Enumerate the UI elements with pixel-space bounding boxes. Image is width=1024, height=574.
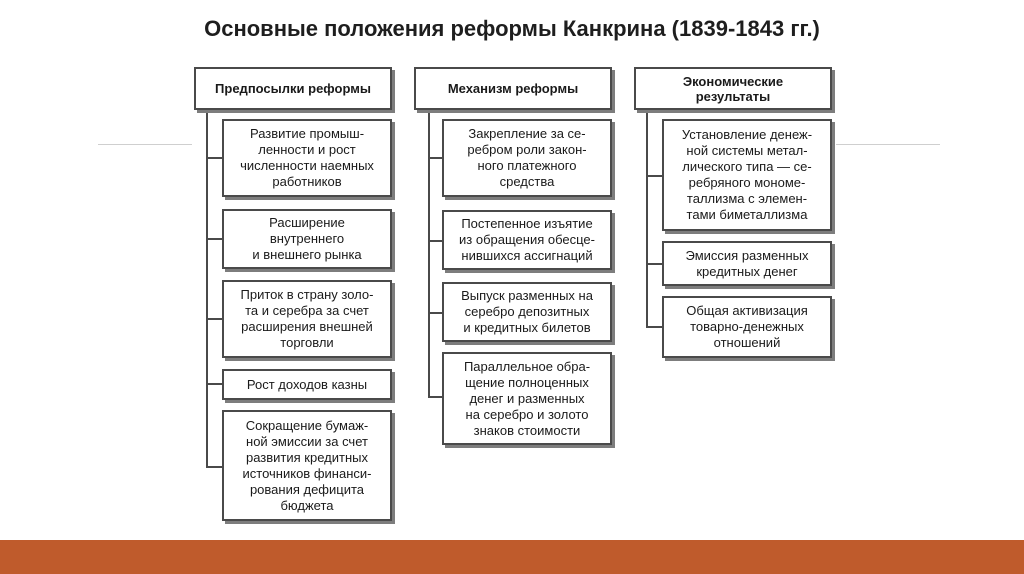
result-item: Эмиссия разменных кредитных денег [662, 241, 832, 286]
connector-branch [646, 175, 662, 177]
result-item: Общая активизация товарно-денежных отношений [662, 296, 832, 358]
connector-trunk [428, 110, 430, 398]
connector-branch [428, 240, 442, 242]
prerequisite-item: Сокращение бумаж- ной эмиссии за счет развития кредитных источников финанси- рования дефицита бюджета [222, 410, 392, 521]
column-header: Предпосылки реформы [194, 67, 392, 110]
connector-branch [206, 238, 222, 240]
connector-branch [646, 263, 662, 265]
connector-branch [206, 157, 222, 159]
connector-trunk [206, 110, 208, 468]
page-title: Основные положения реформы Канкрина (1839-1843 гг.) [204, 16, 820, 41]
connector-branch [206, 318, 222, 320]
mechanism-item: Постепенное изъятие из обращения обесце- нившихся ассигнаций [442, 210, 612, 270]
footer-bar [0, 540, 1024, 574]
mechanism-item: Выпуск разменных на серебро депозитных и кредитных билетов [442, 282, 612, 342]
column-header: Механизм реформы [414, 67, 612, 110]
connector-branch [428, 312, 442, 314]
connector-branch [206, 383, 222, 385]
connector-branch [428, 157, 442, 159]
prerequisite-item: Приток в страну золо- та и серебра за счет расширения внешней торговли [222, 280, 392, 358]
connector-branch [646, 326, 662, 328]
prerequisite-item: Расширение внутреннего и внешнего рынка [222, 209, 392, 269]
prerequisite-item: Рост доходов казны [222, 369, 392, 400]
mechanism-item: Закрепление за се- ребром роли закон- ного платежного средства [442, 119, 612, 197]
result-item: Установление денеж- ной системы метал- лического типа — се- ребряного мономе- таллизма с элемен- тами биметаллизма [662, 119, 832, 231]
connector-trunk [646, 110, 648, 328]
mechanism-item: Параллельное обра- щение полноценных денег и разменных на серебро и золото знаков стоимости [442, 352, 612, 445]
column-header: Экономические результаты [634, 67, 832, 110]
prerequisite-item: Развитие промыш- ленности и рост численности наемных работников [222, 119, 392, 197]
divider-right [836, 144, 940, 145]
divider-left [98, 144, 192, 145]
connector-branch [428, 396, 442, 398]
connector-branch [206, 466, 222, 468]
